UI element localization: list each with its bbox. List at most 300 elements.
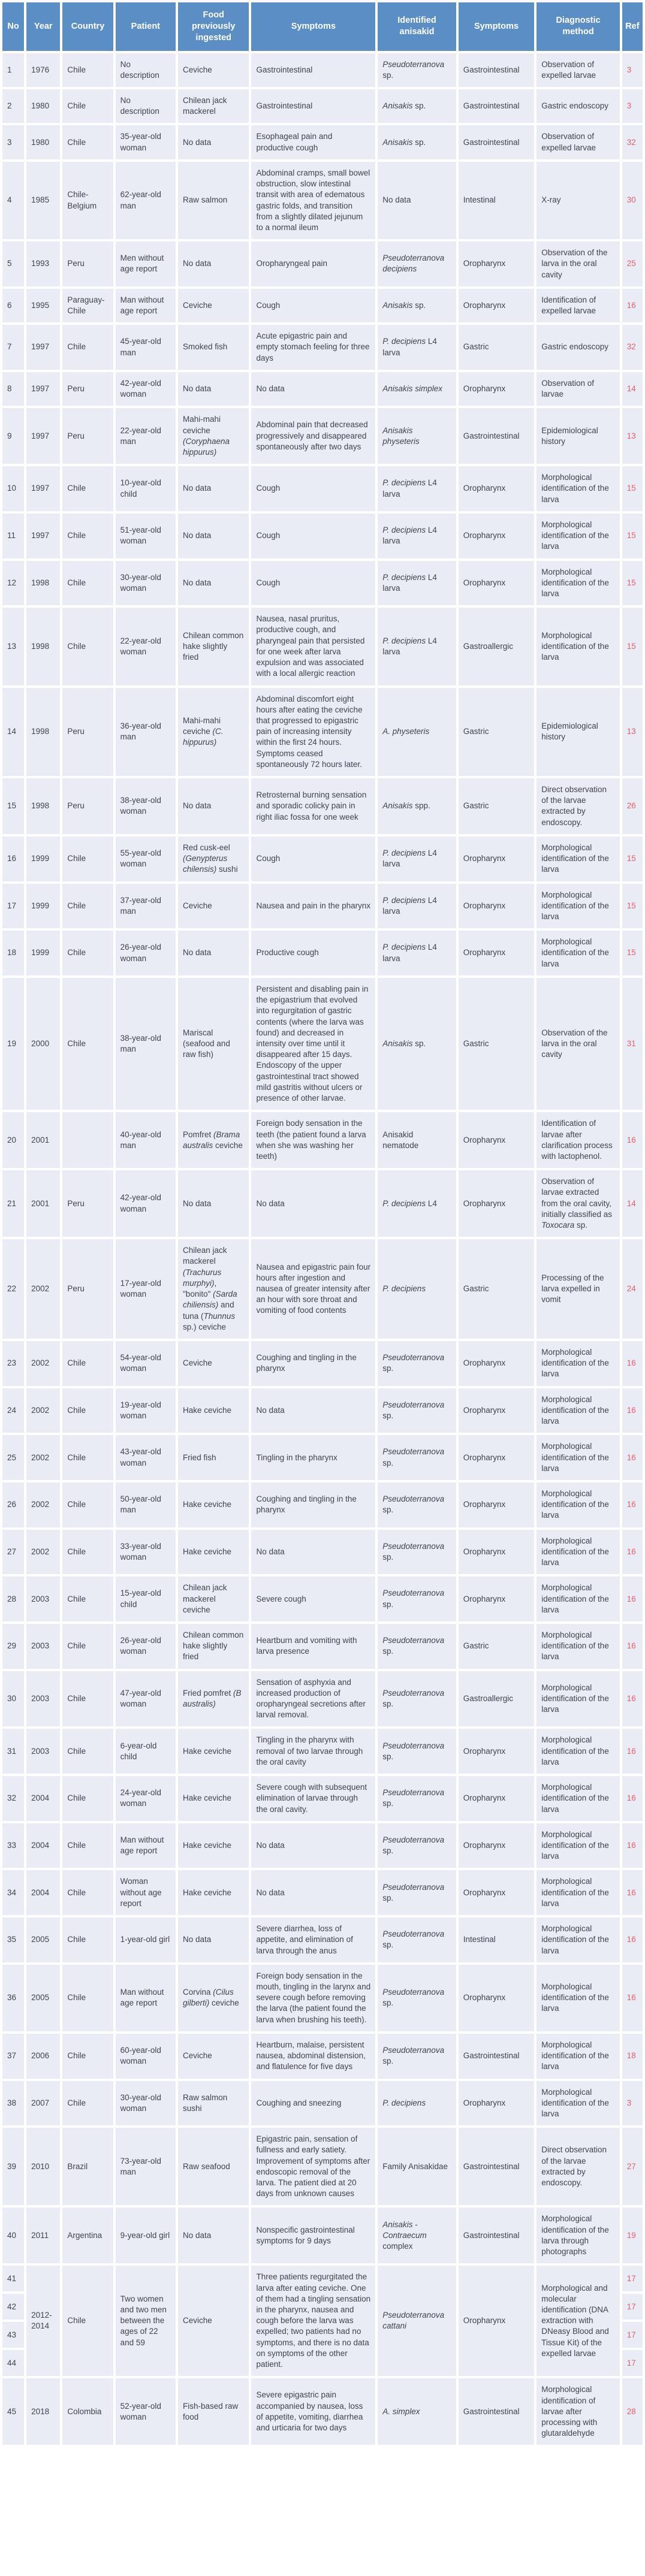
cell-patient: 37-year-old man bbox=[116, 884, 176, 929]
cell-year: 1997 bbox=[26, 325, 60, 370]
ref-link[interactable]: 3 bbox=[626, 2098, 632, 2107]
cell-method: Morphological identification of the larva bbox=[537, 1341, 620, 1386]
cell-symptoms: Cough bbox=[251, 561, 375, 606]
cell-food: Ceviche bbox=[178, 884, 249, 929]
cell-symptoms: Coughing and sneezing bbox=[251, 2081, 375, 2126]
cell-year: 2011 bbox=[26, 2207, 60, 2263]
ref-link[interactable]: 32 bbox=[626, 137, 636, 147]
ref-link[interactable]: 14 bbox=[626, 1198, 636, 1208]
cell-patient: 38-year-old man bbox=[116, 978, 176, 1110]
cell-anisakid: Anisakis physeteris bbox=[378, 408, 456, 464]
cell-method: Morphological identification of the larva bbox=[537, 1729, 620, 1774]
cell-no: 29 bbox=[2, 1624, 24, 1669]
cell-food: No data bbox=[178, 466, 249, 511]
cell-method: Morphological identification of the larva bbox=[537, 1388, 620, 1433]
cell-no: 25 bbox=[2, 1435, 24, 1480]
cell-country: Peru bbox=[62, 241, 113, 286]
table-row bbox=[2, 125, 643, 159]
ref-link[interactable]: 15 bbox=[626, 531, 636, 540]
cell-country: Argentina bbox=[62, 2207, 113, 2263]
table-row bbox=[2, 1482, 643, 1527]
cell-patient: 55-year-old woman bbox=[116, 836, 176, 881]
ref-link[interactable]: 19 bbox=[626, 2230, 636, 2240]
ref-link[interactable]: 15 bbox=[626, 948, 636, 958]
cell-anisakid: A. physeteris bbox=[378, 688, 456, 777]
cell-symptoms: Gastrointestinal bbox=[251, 53, 375, 87]
cell-no: 27 bbox=[2, 1530, 24, 1575]
ref-link[interactable]: 32 bbox=[626, 342, 636, 352]
cell-no: 38 bbox=[2, 2081, 24, 2126]
cell-food: Hake ceviche bbox=[178, 1729, 249, 1774]
cell-country: Paraguay-Chile bbox=[62, 289, 113, 322]
cell-method: Observation of larvae bbox=[537, 372, 620, 406]
cell-symptoms: Abdominal pain that decreased progressively and disappeared spontaneously after two days bbox=[251, 408, 375, 464]
cell-food: No data bbox=[178, 561, 249, 606]
cell-patient: 15-year-old child bbox=[116, 1577, 176, 1621]
cell-site: Oropharynx bbox=[459, 1965, 534, 2031]
cell-symptoms: Foreign body sensation in the teeth (the patient found a larva when she was washing her teeth) bbox=[251, 1112, 375, 1168]
cell-ref bbox=[622, 1112, 643, 1168]
cell-patient: 60-year-old woman bbox=[116, 2034, 176, 2079]
cell-symptoms: No data bbox=[251, 372, 375, 406]
cell-symptoms: No data bbox=[251, 1388, 375, 1433]
cell-ref bbox=[622, 1341, 643, 1386]
cell-patient: 30-year-old woman bbox=[116, 561, 176, 606]
cell-year: 2002 bbox=[26, 1341, 60, 1386]
cell-year: 2007 bbox=[26, 2081, 60, 2126]
cell-country: Peru bbox=[62, 408, 113, 464]
ref-link[interactable]: 16 bbox=[626, 1935, 636, 1944]
ref-link[interactable]: 24 bbox=[626, 1284, 636, 1294]
column-header-site: Symptoms bbox=[459, 2, 534, 51]
table-row bbox=[2, 1435, 643, 1480]
cell-ref bbox=[622, 2378, 643, 2445]
cell-country: Chile bbox=[62, 325, 113, 370]
cell-ref bbox=[622, 372, 643, 406]
table-row bbox=[2, 514, 643, 558]
cell-country: Chile bbox=[62, 1530, 113, 1575]
cell-patient: 42-year-old woman bbox=[116, 1170, 176, 1237]
cell-anisakid: Pseudoterranova sp. bbox=[378, 1388, 456, 1433]
cell-ref bbox=[622, 162, 643, 239]
cell-country: Chile bbox=[62, 1870, 113, 1915]
ref-link[interactable]: 3 bbox=[626, 101, 632, 111]
cell-ref bbox=[622, 1870, 643, 1915]
ref-link[interactable]: 16 bbox=[626, 1452, 636, 1462]
cell-ref bbox=[622, 1482, 643, 1527]
cell-patient: 51-year-old woman bbox=[116, 514, 176, 558]
cell-anisakid: P. decipiens L4 larva bbox=[378, 325, 456, 370]
cell-no: 33 bbox=[2, 1823, 24, 1868]
cell-food: Mahi-mahi ceviche (C. hippurus) bbox=[178, 688, 249, 777]
ref-link[interactable]: 16 bbox=[626, 1993, 636, 2003]
cell-method: Morphological identification of the larva bbox=[537, 1530, 620, 1575]
ref-link[interactable]: 17 bbox=[626, 2330, 636, 2339]
cell-food: Mariscal (seafood and raw fish) bbox=[178, 978, 249, 1110]
cell-patient: 30-year-old woman bbox=[116, 2081, 176, 2126]
cell-no: 18 bbox=[2, 931, 24, 976]
cell-year: 2002 bbox=[26, 1435, 60, 1480]
cell-site: Gastroallergic bbox=[459, 608, 534, 685]
cell-anisakid: P. decipiens L4 larva bbox=[378, 931, 456, 976]
cell-food: No data bbox=[178, 2207, 249, 2263]
ref-link[interactable]: 28 bbox=[626, 2406, 636, 2416]
cell-symptoms: Abdominal cramps, small bowel obstruction, slow intestinal transit with area of edematous gastric folds, and transition from a slightly dilated jejunum to a normal ileum bbox=[251, 162, 375, 239]
cell-country: Chile bbox=[62, 836, 113, 881]
cell-ref bbox=[622, 1530, 643, 1575]
cell-ref bbox=[622, 1823, 643, 1868]
table-row bbox=[2, 1823, 643, 1868]
table-row bbox=[2, 1965, 643, 2031]
cell-ref bbox=[622, 289, 643, 322]
cell-ref bbox=[622, 1917, 643, 1962]
cell-food: Ceviche bbox=[178, 2034, 249, 2079]
ref-link[interactable]: 16 bbox=[626, 1693, 636, 1703]
cell-year: 2005 bbox=[26, 1965, 60, 2031]
cell-year: 2010 bbox=[26, 2128, 60, 2205]
cell-year: 2002 bbox=[26, 1482, 60, 1527]
cell-method: Morphological identification of the larva bbox=[537, 884, 620, 929]
table-row bbox=[2, 1170, 643, 1237]
cell-food: No data bbox=[178, 931, 249, 976]
cell-year: 1980 bbox=[26, 89, 60, 123]
cell-patient: Men without age report bbox=[116, 241, 176, 286]
ref-link[interactable]: 16 bbox=[626, 1793, 636, 1803]
cell-country: Chile bbox=[62, 884, 113, 929]
cell-country: Chile bbox=[62, 466, 113, 511]
ref-link[interactable]: 16 bbox=[626, 1841, 636, 1850]
cell-site: Oropharynx bbox=[459, 1577, 534, 1621]
column-header-country: Country bbox=[62, 2, 113, 51]
cell-anisakid: Pseudoterranova decipiens bbox=[378, 241, 456, 286]
cell-symptoms: Nausea and epigastric pain four hours after ingestion and nausea of greater intensity after an hour with sore throat and vomiting of food contents bbox=[251, 1239, 375, 1339]
cell-anisakid: Anisakis simplex bbox=[378, 372, 456, 406]
cell-country: Chile bbox=[62, 1577, 113, 1621]
cell-year: 1980 bbox=[26, 125, 60, 159]
cell-method: Observation of expelled larvae bbox=[537, 53, 620, 87]
cell-anisakid: Pseudoterranova sp. bbox=[378, 1671, 456, 1727]
cell-symptoms: Nonspecific gastrointestinal symptoms for 9 days bbox=[251, 2207, 375, 2263]
ref-link[interactable]: 15 bbox=[626, 578, 636, 587]
table-row bbox=[2, 1577, 643, 1621]
cell-food: Ceviche bbox=[178, 53, 249, 87]
cell-year: 2002 bbox=[26, 1388, 60, 1433]
cell-country: Peru bbox=[62, 1239, 113, 1339]
cell-method: Morphological identification of the larva bbox=[537, 1776, 620, 1821]
cell-ref bbox=[622, 1776, 643, 1821]
cell-country: Chile bbox=[62, 978, 113, 1110]
cell-country: Chile bbox=[62, 2266, 113, 2376]
cell-site: Gastrointestinal bbox=[459, 2128, 534, 2205]
cell-symptoms: Persistent and disabling pain in the epigastrium that evolved into regurgitation of gastric contents (where the larva was found) and decreased in intensity over time until it disappeared after 15 days. Endoscopy of the upper gastrointestinal tract showed mild gastritis without ulcers or presence of other larvae. bbox=[251, 978, 375, 1110]
cell-site: Intestinal bbox=[459, 162, 534, 239]
cell-country: Chile bbox=[62, 1624, 113, 1669]
cell-method: Epidemiological history bbox=[537, 688, 620, 777]
table-row bbox=[2, 608, 643, 685]
column-header-method: Diagnostic method bbox=[537, 2, 620, 51]
cell-patient: 62-year-old man bbox=[116, 162, 176, 239]
cell-no: 1 bbox=[2, 53, 24, 87]
cell-country: Chile bbox=[62, 1671, 113, 1727]
table-row bbox=[2, 931, 643, 976]
ref-link[interactable]: 14 bbox=[626, 384, 636, 394]
cell-food: No data bbox=[178, 241, 249, 286]
cell-patient: 52-year-old woman bbox=[116, 2378, 176, 2445]
cell-site: Gastric bbox=[459, 778, 534, 834]
column-header-anisakid: Identified anisakid bbox=[378, 2, 456, 51]
cell-method: Observation of larvae extracted from the oral cavity, initially classified as Toxocara sp. bbox=[537, 1170, 620, 1237]
cell-no: 5 bbox=[2, 241, 24, 286]
cell-anisakid: Pseudoterranova sp. bbox=[378, 1965, 456, 2031]
cell-method: Morphological identification of the larva bbox=[537, 1917, 620, 1962]
cell-method: Observation of the larva in the oral cavity bbox=[537, 978, 620, 1110]
cell-site: Oropharynx bbox=[459, 1729, 534, 1774]
cell-anisakid: Anisakis sp. bbox=[378, 89, 456, 123]
cell-no: 17 bbox=[2, 884, 24, 929]
cell-country: Chile bbox=[62, 53, 113, 87]
ref-link[interactable]: 13 bbox=[626, 431, 636, 440]
cell-year: 1997 bbox=[26, 466, 60, 511]
cell-site: Oropharynx bbox=[459, 561, 534, 606]
cell-anisakid: A. simplex bbox=[378, 2378, 456, 2445]
ref-link[interactable]: 16 bbox=[626, 1888, 636, 1897]
ref-link[interactable]: 16 bbox=[626, 1547, 636, 1556]
cell-food: Hake ceviche bbox=[178, 1776, 249, 1821]
cell-patient: 73-year-old man bbox=[116, 2128, 176, 2205]
cell-site: Oropharynx bbox=[459, 466, 534, 511]
cell-food: Raw salmon sushi bbox=[178, 2081, 249, 2126]
ref-link[interactable]: 25 bbox=[626, 259, 636, 268]
ref-link[interactable]: 15 bbox=[626, 641, 636, 651]
ref-link[interactable]: 13 bbox=[626, 727, 636, 736]
cell-method: Morphological identification of the larva bbox=[537, 1870, 620, 1915]
cell-method: Morphological identification of the larva bbox=[537, 2034, 620, 2079]
ref-link[interactable]: 15 bbox=[626, 854, 636, 863]
ref-link[interactable]: 16 bbox=[626, 1641, 636, 1651]
cell-country: Chile-Belgium bbox=[62, 162, 113, 239]
ref-link[interactable]: 26 bbox=[626, 801, 636, 811]
table-row bbox=[2, 408, 643, 464]
cell-symptoms: Nausea and pain in the pharynx bbox=[251, 884, 375, 929]
cell-method: Morphological identification of the larva bbox=[537, 1671, 620, 1727]
cell-patient: No description bbox=[116, 53, 176, 87]
ref-link[interactable]: 15 bbox=[626, 901, 636, 910]
cell-ref bbox=[622, 2081, 643, 2126]
cell-country: Peru bbox=[62, 778, 113, 834]
cell-ref bbox=[622, 561, 643, 606]
ref-link[interactable]: 16 bbox=[626, 300, 636, 310]
cell-no: 4 bbox=[2, 162, 24, 239]
table-row bbox=[2, 241, 643, 286]
cell-symptoms: Three patients regurgitated the larva after eating ceviche. One of them had a tingling sensation in the pharynx, nausea and cough before the larva was expelled; two patients had no symptoms, and there is no data on symptoms of the other patient. bbox=[251, 2266, 375, 2376]
cell-country: Chile bbox=[62, 1917, 113, 1962]
cell-ref bbox=[622, 1388, 643, 1433]
ref-link[interactable]: 3 bbox=[626, 65, 632, 74]
table-row bbox=[2, 884, 643, 929]
cell-anisakid: Anisakis - Contraecum complex bbox=[378, 2207, 456, 2263]
ref-link[interactable]: 16 bbox=[626, 1500, 636, 1509]
ref-link[interactable]: 16 bbox=[626, 1358, 636, 1368]
ref-link[interactable]: 17 bbox=[626, 2302, 636, 2311]
cell-method: Morphological identification of the larva bbox=[537, 1482, 620, 1527]
table-row bbox=[2, 2081, 643, 2126]
cell-food: No data bbox=[178, 125, 249, 159]
cell-country: Chile bbox=[62, 1823, 113, 1868]
cell-year: 2018 bbox=[26, 2378, 60, 2445]
cell-no: 28 bbox=[2, 1577, 24, 1621]
cell-ref bbox=[622, 1435, 643, 1480]
cell-anisakid: Pseudoterranova sp. bbox=[378, 1530, 456, 1575]
cell-food: Hake ceviche bbox=[178, 1530, 249, 1575]
cell-method: Morphological identification of the larva bbox=[537, 836, 620, 881]
cell-year: 1976 bbox=[26, 53, 60, 87]
cell-anisakid: P. decipiens L4 larva bbox=[378, 514, 456, 558]
cell-no: 21 bbox=[2, 1170, 24, 1237]
cell-symptoms: Severe cough with subsequent elimination of larvae through the oral cavity. bbox=[251, 1776, 375, 1821]
column-header-year: Year bbox=[26, 2, 60, 51]
cell-country: Peru bbox=[62, 372, 113, 406]
cell-site: Oropharynx bbox=[459, 1530, 534, 1575]
cell-site: Oropharynx bbox=[459, 241, 534, 286]
table-row bbox=[2, 289, 643, 322]
cell-ref bbox=[622, 931, 643, 976]
table-row bbox=[2, 2378, 643, 2445]
cell-symptoms: Abdominal discomfort eight hours after eating the ceviche that progressed to epigastric pain of increasing intensity within the first 24 hours. Symptoms ceased spontaneously 72 hours later. bbox=[251, 688, 375, 777]
cell-no: 26 bbox=[2, 1482, 24, 1527]
cell-no: 6 bbox=[2, 289, 24, 322]
cell-food: Chilean jack mackerel ceviche bbox=[178, 1577, 249, 1621]
cell-site: Oropharynx bbox=[459, 289, 534, 322]
cell-site: Gastric bbox=[459, 325, 534, 370]
cell-method: X-ray bbox=[537, 162, 620, 239]
cell-ref bbox=[622, 89, 643, 123]
cell-ref bbox=[622, 608, 643, 685]
table-row bbox=[2, 1530, 643, 1575]
cell-no: 40 bbox=[2, 2207, 24, 2263]
cell-symptoms: Coughing and tingling in the pharynx bbox=[251, 1341, 375, 1386]
cell-ref bbox=[622, 1577, 643, 1621]
cell-method: Morphological identification of the larva bbox=[537, 466, 620, 511]
cell-food: Raw seafood bbox=[178, 2128, 249, 2205]
cell-year: 1999 bbox=[26, 884, 60, 929]
cell-site: Gastrointestinal bbox=[459, 408, 534, 464]
cell-patient: 47-year-old woman bbox=[116, 1671, 176, 1727]
cell-symptoms: Severe cough bbox=[251, 1577, 375, 1621]
cell-country bbox=[62, 1112, 113, 1168]
ref-link[interactable]: 17 bbox=[626, 2273, 636, 2283]
ref-link[interactable]: 17 bbox=[626, 2358, 636, 2367]
cell-anisakid: Pseudoterranova sp. bbox=[378, 1917, 456, 1962]
cell-method: Morphological identification of the larva bbox=[537, 1624, 620, 1669]
cell-year: 2004 bbox=[26, 1823, 60, 1868]
cell-no: 16 bbox=[2, 836, 24, 881]
cell-method: Morphological identification of the larva bbox=[537, 561, 620, 606]
cell-anisakid: Pseudoterranova sp. bbox=[378, 1776, 456, 1821]
cell-ref bbox=[622, 1671, 643, 1727]
cell-food: Pomfret (Brama australis ceviche bbox=[178, 1112, 249, 1168]
cell-no: 19 bbox=[2, 978, 24, 1110]
cell-food: Ceviche bbox=[178, 289, 249, 322]
cell-country: Chile bbox=[62, 608, 113, 685]
ref-link[interactable]: 16 bbox=[626, 1405, 636, 1415]
cell-site: Oropharynx bbox=[459, 1341, 534, 1386]
cell-site: Gastrointestinal bbox=[459, 125, 534, 159]
ref-link[interactable]: 31 bbox=[626, 1038, 636, 1048]
cell-no: 31 bbox=[2, 1729, 24, 1774]
cell-no: 11 bbox=[2, 514, 24, 558]
table-row-merged bbox=[2, 2266, 643, 2291]
cell-site: Gastrointestinal bbox=[459, 89, 534, 123]
cell-no: 20 bbox=[2, 1112, 24, 1168]
cell-patient: Woman without age report bbox=[116, 1870, 176, 1915]
cell-method: Morphological identification of the larva bbox=[537, 1577, 620, 1621]
ref-link[interactable]: 15 bbox=[626, 484, 636, 493]
ref-link[interactable]: 16 bbox=[626, 1135, 636, 1144]
ref-link[interactable]: 27 bbox=[626, 2161, 636, 2171]
cell-no: 10 bbox=[2, 466, 24, 511]
cell-year: 2002 bbox=[26, 1239, 60, 1339]
cell-anisakid: P. decipiens L4 larva bbox=[378, 884, 456, 929]
table-row bbox=[2, 89, 643, 123]
cell-food: Hake ceviche bbox=[178, 1482, 249, 1527]
cell-site: Oropharynx bbox=[459, 1435, 534, 1480]
cell-symptoms: Sensation of asphyxia and increased production of oropharyngeal secretions after larval removal. bbox=[251, 1671, 375, 1727]
cell-method: Morphological identification of the larva bbox=[537, 608, 620, 685]
cell-food: Chilean jack mackerel (Trachurus murphyi), "bonito" (Sarda chiliensis) and tuna (Thunnus sp.) ceviche bbox=[178, 1239, 249, 1339]
cell-food: Hake ceviche bbox=[178, 1870, 249, 1915]
cell-symptoms: Esophageal pain and productive cough bbox=[251, 125, 375, 159]
cell-site: Gastrointestinal bbox=[459, 2207, 534, 2263]
cell-site: Oropharynx bbox=[459, 514, 534, 558]
ref-link[interactable]: 30 bbox=[626, 195, 636, 205]
table-row bbox=[2, 466, 643, 511]
ref-link[interactable]: 18 bbox=[626, 2051, 636, 2061]
cell-ref bbox=[622, 836, 643, 881]
cell-site: Gastrointestinal bbox=[459, 2034, 534, 2079]
cell-no: 42 bbox=[2, 2294, 24, 2320]
cell-country: Peru bbox=[62, 688, 113, 777]
cell-ref bbox=[622, 1965, 643, 2031]
cell-year: 1997 bbox=[26, 408, 60, 464]
ref-link[interactable]: 16 bbox=[626, 1594, 636, 1603]
cell-ref bbox=[622, 688, 643, 777]
cell-patient: 19-year-old woman bbox=[116, 1388, 176, 1433]
cell-year: 2003 bbox=[26, 1729, 60, 1774]
cell-no: 9 bbox=[2, 408, 24, 464]
cell-country: Peru bbox=[62, 1170, 113, 1237]
cell-symptoms: Nausea, nasal pruritus, productive cough, and pharyngeal pain that persisted for one week after larva expulsion and was associated with a local allergic reaction bbox=[251, 608, 375, 685]
cell-anisakid: No data bbox=[378, 162, 456, 239]
cell-year: 2001 bbox=[26, 1112, 60, 1168]
cell-ref bbox=[622, 466, 643, 511]
cell-anisakid: P. decipiens bbox=[378, 2081, 456, 2126]
cell-food: Raw salmon bbox=[178, 162, 249, 239]
ref-link[interactable]: 16 bbox=[626, 1746, 636, 1756]
cell-no: 24 bbox=[2, 1388, 24, 1433]
cell-anisakid: Anisakis sp. bbox=[378, 125, 456, 159]
cell-site: Gastric bbox=[459, 1239, 534, 1339]
cell-method: Morphological identification of the larva bbox=[537, 2081, 620, 2126]
cell-year: 1993 bbox=[26, 241, 60, 286]
cell-year: 2000 bbox=[26, 978, 60, 1110]
cell-method: Morphological identification of the larva bbox=[537, 931, 620, 976]
cell-year: 1998 bbox=[26, 688, 60, 777]
cell-anisakid: Pseudoterranova sp. bbox=[378, 2034, 456, 2079]
cell-ref bbox=[622, 2128, 643, 2205]
table-row bbox=[2, 688, 643, 777]
cell-year: 1995 bbox=[26, 289, 60, 322]
cell-anisakid: P. decipiens L4 larva bbox=[378, 466, 456, 511]
